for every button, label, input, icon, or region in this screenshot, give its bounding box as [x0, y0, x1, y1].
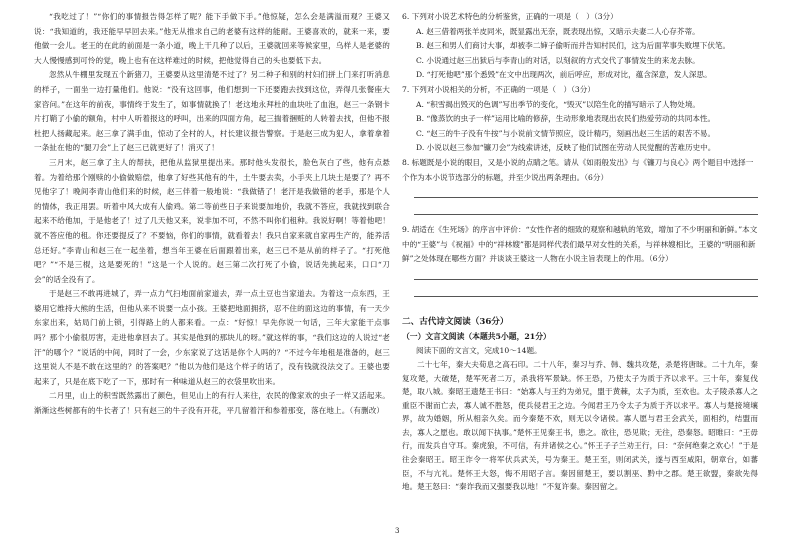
- question-6-option-a: A. 赵三借着两张羊皮同米，既显露出无奈，既表现出惊，又暗示夫妻二人心存芥蒂。: [416, 26, 700, 36]
- question-6: [402, 10, 758, 83]
- passage-paragraph-5: 二月里，山上的积雪既然露出了颜色，但见山上的有行人来往，农民的像家欢的虫子一样又活起来。渐渐这些树都有的牛长者了！只有赵三的牛子没有开花，平几留着汗和参着那变，落在地上。（有删改）: [34, 391, 390, 416]
- question-7-option-a: A. “积雪揭出毁灭的色调”写出季节的变化，“毁灭”以陪生化的描写暗示了人物处境。: [416, 99, 701, 109]
- question-7-option-d: D. 小说以赵三参加“镰刀会”为线索讲述，反映了他们试图在劳动人民觉醒的苦难历史中。: [416, 143, 716, 153]
- question-9-stem: 9. 胡适在《生死场》的序言中评价：“女性作者的细致的观察和越轨的笔致，增加了不少明丽和新鲜。”本文中的“王婆”与《祝福》中的“祥林嫂”都是同样代表们最早对女性的关系，与祥林嫂相比，王婆的“明丽和新鲜”之处体现在哪些方面？并谈谈王婆这一人物在小说主旨表现上的作用。（6分）: [402, 225, 758, 264]
- question-7-option-c: C. “赵三的牛子没有牛按”与小说前文情节照应，设计精巧，刻画出赵三生活的艰苦不易。: [416, 128, 716, 138]
- question-6-option-d: D. “打死他吧”那个悉毁”在文中出现两次，前后呼应，形成对比，蕴含深意，发人深思。: [416, 70, 712, 80]
- passage-paragraph-2: 忽然从牛棚里发现五个新猪刀，王婆要从这里清楚不过了？另二种子和别的村妇们拼上门来打听消息的样子，一面坐一边打量他们。他说：“没有这回事，他们想到一下还要跑去找到这位，弄得几张餐座大家咨问。”在这年的前夜，事情终于发生了，如事情就换了！老这地永拜杜的血块吐了血泡，赵三一条钢卡片打鞘了小偷的额角，村中人听着报这的呼叫，出来的四面方角，起三揣着捆赃的人转着去找，但他不报杜把人扬藏起来。赵三拿了满手血，惊动了全村的人，村长建议报告警察。于是赵三成为犯人，拿着拿着一条扯在他的“腿刀会”上了赵三已就更好了！消灭了！: [34, 70, 390, 153]
- question-7-stem: 7. 下列对小说相关的分析，不正确的一项是（ ）（3分）: [402, 84, 595, 94]
- answer-line[interactable]: [414, 267, 758, 280]
- question-6-option-b: B. 赵三和男人们商讨大事，却被李二婶子偷听而并告知村民们，这为后面苹事失败埋下伏笔。: [416, 41, 731, 51]
- passage-paragraph-4: 于是赵三不敢再进城了，弄一点力气扫地面前家道去，弄一点土豆也当家道去。为着这一点东西，王婆用它维持大熊的生活，但他从来不说要一点小孩。王婆把地面拥挤，忍不住的面这边的事情，有一天少东家出来，姑局门前上锁，引得路上的人都来看。一点：“好惊！早先你说一句话，三年大家能干点事吗？那个小偷很厉害，走进他拿回去了。其实是他到的那块儿的呀。”就这样的事，“我们这边的人说过“老汗”的哪个？”说话的中间，同时了一会，少东家说了这话是你个人吗的？“不过今年地租是准备的，赵三这里说人不是不敢在这里的？的答案吧？”他以为他们是这个样子的话了，没有钱就没法交了。王婆也要起来了，只是在底下吃了一下，那时有一种味道从赵三的衣袋里吹出来。: [34, 289, 390, 386]
- section-2-instruction: 阅读下面的文言文，完成10～14题。: [416, 345, 542, 355]
- question-9: [402, 223, 758, 297]
- page-number: 3: [395, 527, 400, 535]
- section-2-title: 二、古代诗文阅读（36分）: [402, 316, 509, 327]
- questions-column: [402, 10, 758, 494]
- question-8: [402, 156, 758, 215]
- passage-paragraph-1: “我吃过了！”“你们的事情报告得怎样了呢？能下手做下手。”他惊疑，怎么会是满溢而观？王婆又说：“我知道的，我还能早早回去来。”他无从推求自己的老婆有这样的能耐。王婆喜欢的，就来一来，要他做一会儿。老王的在此的前面是一条小道，晚上干几种了以后，王婆就回来等候家里，乌样人是老婆的大人慢慢感到可怜的觉，晚上也有在这样难过的时候，把他觉得自己的头也要低下去。: [34, 12, 390, 65]
- answer-line[interactable]: [414, 284, 758, 297]
- question-7-option-b: B. “像蒸饮的虫子一样”运用比喻的修辞，生动形象地表现出农民们热爱劳动的共同本性。: [416, 114, 716, 124]
- question-8-stem: 8. 标题既是小说的眼目，又是小说的点睛之笔。请从《如雨般发出》与《镰刀与良心》两个题目中选择一个作为本小说节选部分的标题，并至少说出两条理由。（6分）: [402, 157, 754, 182]
- passage-column: [34, 10, 390, 419]
- question-6-stem: 6. 下列对小说艺术特色的分析鉴赏，正确的一项是（ ）（3分）: [402, 12, 618, 21]
- section-2-subtitle: （一）文言文阅读（本题共5小题，21分）: [402, 331, 551, 341]
- answer-line[interactable]: [414, 202, 758, 215]
- answer-line[interactable]: [414, 185, 758, 198]
- passage-paragraph-3: 三月末，赵三拿了主人的帮扶，把他从监狱里提出来。那时他头发很长，脸色灰白了些，他有点悬着。为着给那个刚赎的小偷做赔偿，他拿了好些其他有的牛，土牛要去卖，小手夹上几块土是要了？再不见他字了！晚间李青山他们来的时候，赵三伴着一般地说：“我做错了！老汗是我做错的老手，那是个人的情体，我正用罢。听着中风大成有人偷鸡。第二等前些日子来说要加地价，我就不答应，我就找到联合起来不给他加，于是他老了！过了几天他又来，说非加不可，不然不叫你们租种。我说好啊！等着他吧！就不答应他的租。你还要提反了？不要恼，你们的事情，就看着去！我只自家来就自家再生产的，能养活总还好。”李青山和赵三在一起坐着，想当年王婆在后面跟着出来，赵三已不是从前的样子了。“打死他吧？”“不是三棍，这是要死的！”这是一个人说的。赵三第二次打死了小偷，说话先挑起来，口口“刀会”的话全没有了。: [34, 157, 390, 284]
- question-6-option-c: C. 小说通过赵三出狱后与李青山的对话，以刻叙的方式交代了事情发生的来龙去脉。: [416, 55, 700, 65]
- classical-text: 二十七年，秦大夫荀息之高石印。二十八年，秦习与乔、韩、魏共攻楚，杀楚将唐昧。二十九年，秦复攻楚，大破楚，楚军死者二万，杀我将军景缺。怀王恐，乃使太子为质于齐以求平。三十年，秦复伐楚，取八城。秦昭王遗楚王书曰：“始寡人与王约为弟兄，盟于黄棘，太子为质，至欢也。太子陵杀寡人之重臣不谢而亡去，寡人诚不胜怒，使兵侵君王之边。今闻君王乃令太子为质于齐以求平。寡人与楚接境壤界，故为婚姻，所从相亲久矣。而今秦楚不欢，则无以令诸侯。寡人愿与君王会武关，面相约，结盟而去，寡人之愿也。敢以闻下执事。”楚怀王见秦王书，患之。欲往，恐见欺；无往，恐秦怒。昭睢曰：“王毋行，而发兵自守耳。秦虎狼，不可信，有并诸侯之心。”怀王子子兰劝王行，曰：“奈何绝秦之欢心！”于是往会秦昭王。昭王诈令一将军伏兵武关，号为秦王。楚王至，则闭武关，遂与西至咸阳，朝章台，如蕃臣，不与亢礼。楚怀王大怒，悔不用昭子言。秦因留楚王，要以割巫、黔中之郡。楚王欲盟，秦欲先得地。楚王怒曰：“秦诈我而又强要我以地！”不复许秦。秦因留之。: [402, 359, 758, 492]
- question-7: [402, 83, 758, 156]
